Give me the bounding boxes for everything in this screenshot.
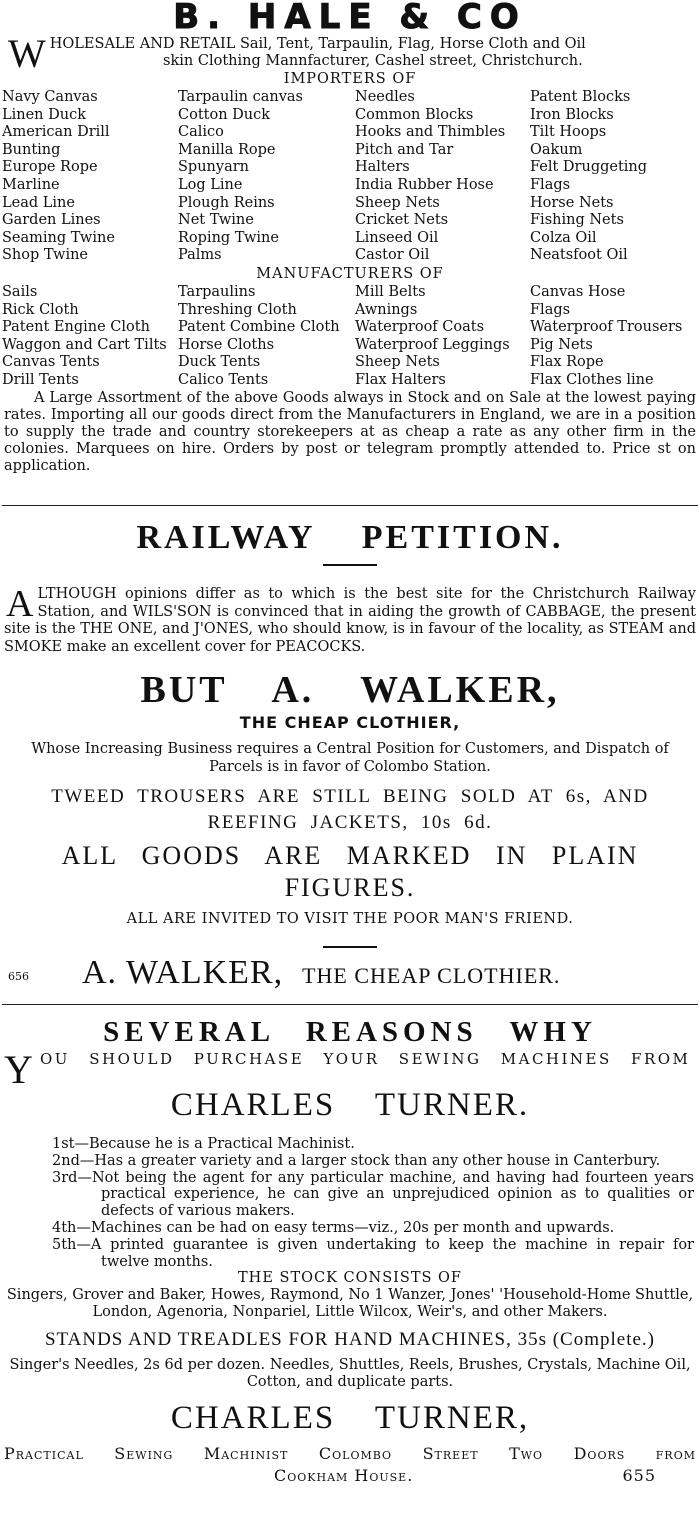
importer-item: Needles: [355, 89, 415, 105]
short-rule: [323, 946, 377, 948]
importer-item: Europe Rope: [2, 159, 98, 176]
importer-item: Castor Oil: [355, 247, 430, 264]
importer-item: Cricket Nets: [355, 212, 449, 229]
importer-item: Flags: [530, 176, 571, 193]
importer-item: Lead Line: [2, 194, 75, 211]
turner-advertisement: [0, 1016, 700, 1489]
section-divider: [2, 505, 698, 506]
importer-item: Tarpaulin canvas: [178, 89, 303, 105]
walker-signature-name: A. WALKER,: [82, 954, 284, 991]
manufacturer-item: Waterproof Trousers: [530, 319, 683, 336]
hale-dropcap: W: [8, 31, 46, 76]
importer-item: India Rubber Hose: [355, 176, 494, 193]
hale-intro-line2: skin Clothing Mannfacturer, Cashel street, Christchurch.: [163, 53, 583, 69]
manufacturer-item: Waterproof Leggings: [355, 336, 510, 353]
turner-you-line: [0, 1047, 700, 1092]
makers-list: Singers, Grover and Baker, Howes, Raymond, No 1 Wanzer, Jones' 'Household-Home Shuttle, London, Agenoria, Nonpariel, Little Wilcox, Weir's, and other Makers.: [6, 1287, 694, 1321]
stands-line: STANDS AND TREADLES FOR HAND MACHINES, 35s (Complete.): [44, 1329, 655, 1351]
walker-signature-text: [82, 954, 560, 992]
importer-item: Calico: [178, 124, 224, 141]
walker-whose: Whose Increasing Business requires a Central Position for Customers, and Dispatch of Parcels is in favor of Colombo Station.: [31, 741, 669, 775]
importer-item: Cotton Duck: [178, 106, 271, 123]
walker-advertisement: [0, 668, 700, 996]
manufacturer-item: Awnings: [355, 301, 418, 318]
manufacturer-item: Canvas Hose: [530, 283, 626, 300]
importer-item: Seaming Twine: [2, 229, 115, 246]
turner-dropcap: Y: [4, 1047, 33, 1092]
importer-item: Oakum: [530, 141, 583, 158]
footer-line2-row: [4, 1465, 696, 1489]
importer-item: Halters: [355, 159, 410, 176]
reason-item: 2nd—Has a greater variety and a larger stock than any other house in Canterbury.: [52, 1152, 661, 1169]
railway-title: RAILWAY PETITION.: [136, 519, 564, 556]
importer-item: Hooks and Thimbles: [355, 124, 506, 141]
manufacturers-list: [2, 284, 700, 390]
manufacturer-item: Pig Nets: [530, 336, 593, 353]
hale-closing-text: A Large Assortment of the above Goods always in Stock and on Sale at the lowest paying rates. Importing all our goods direct from the Manufacturers in England, we are in a position to supply the trade and country storekeepers at as cheap a rate as any other firm in the colonies. Marquees on hire. Orders by post or telegram promptly attended to. Price st on application.: [4, 389, 696, 474]
section-divider: [2, 1004, 698, 1005]
importer-item: Sheep Nets: [355, 194, 440, 211]
railway-dropcap: A: [6, 583, 34, 625]
manufacturer-item: Flax Rope: [530, 354, 604, 371]
turner-reasons: [52, 1136, 694, 1270]
manufacturer-item: Flax Halters: [355, 371, 446, 388]
turner-ad-number: 655: [622, 1466, 656, 1486]
walker-headline: BUT A. WALKER,: [140, 669, 560, 711]
railway-text: [4, 583, 696, 656]
hale-closing-paragraph: [4, 390, 696, 475]
importer-item: Patent Blocks: [530, 89, 631, 105]
importer-item: Common Blocks: [355, 106, 474, 123]
importer-item: Bunting: [2, 141, 61, 158]
manufacturer-item: Patent Combine Cloth: [178, 319, 340, 336]
hale-intro: [4, 31, 696, 76]
importer-item: Spunyarn: [178, 159, 249, 176]
turner-footer: [4, 1443, 696, 1489]
importer-item: Tilt Hoops: [530, 124, 607, 141]
needles-line: Singer's Needles, 2s 6d per dozen. Needles, Shuttles, Reels, Brushes, Crystals, Machine Oil, Cotton, and duplicate parts.: [9, 1357, 691, 1391]
reason-item: 3rd—Not being the agent for any particular machine, and having had fourteen years practical experience, he can give an unprejudiced opinion as to qualities or defects of various makers.: [52, 1169, 694, 1220]
walker-subhead: THE CHEAP CLOTHIER,: [239, 713, 461, 732]
manufacturer-item: Waterproof Coats: [355, 319, 485, 336]
importer-item: Manilla Rope: [178, 141, 276, 158]
importer-item: Linen Duck: [2, 106, 87, 123]
turner-headline: SEVERAL REASONS WHY: [103, 1016, 597, 1048]
importer-item: Roping Twine: [178, 229, 279, 246]
importer-item: Garden Lines: [2, 212, 101, 229]
manufacturer-item: Patent Engine Cloth: [2, 319, 150, 336]
turner-you-text: OU SHOULD PURCHASE YOUR SEWING MACHINES FROM: [40, 1050, 691, 1068]
importer-item: Colza Oil: [530, 229, 597, 246]
importer-item: Neatsfoot Oil: [530, 247, 628, 264]
importer-item: Shop Twine: [2, 247, 89, 264]
manufacturer-item: Waggon and Cart Tilts: [2, 336, 167, 353]
importer-item: Linseed Oil: [355, 229, 439, 246]
walker-signature-title: THE CHEAP CLOTHIER.: [302, 963, 561, 988]
importer-item: Navy Canvas: [2, 89, 98, 105]
manufacturer-item: Sheep Nets: [355, 354, 440, 371]
hale-header: B. HALE & CO: [173, 0, 527, 37]
reason-item: 1st—Because he is a Practical Machinist.: [52, 1136, 355, 1152]
importer-item: Fishing Nets: [530, 212, 624, 229]
walker-all-goods: ALL GOODS ARE MARKED IN PLAIN FIGURES.: [61, 841, 639, 902]
manufacturer-item: Mill Belts: [355, 283, 426, 300]
manufacturer-item: Sails: [2, 283, 38, 300]
importer-item: Palms: [178, 247, 222, 264]
stock-heading: THE STOCK CONSISTS OF: [238, 1270, 462, 1287]
railway-petition: [0, 518, 700, 656]
importer-item: Plough Reins: [178, 194, 275, 211]
footer-line2: Cookham House.: [274, 1466, 414, 1486]
importer-item: Net Twine: [178, 212, 254, 229]
hale-intro-line1: HOLESALE AND RETAIL Sail, Tent, Tarpaulin, Flag, Horse Cloth and Oil: [49, 36, 586, 52]
manufacturer-item: Duck Tents: [178, 354, 261, 371]
footer-line1: Practical Sewing Machinist Colombo Street Two Doors from: [4, 1444, 696, 1464]
manufacturer-item: Rick Cloth: [2, 301, 79, 318]
importer-item: Horse Nets: [530, 194, 614, 211]
turner-name: CHARLES TURNER.: [170, 1087, 530, 1123]
railway-body: LTHOUGH opinions differ as to which is the best site for the Christchurch Railway Station, and WILS'SON is convinced that in aiding the growth of CABBAGE, the present site is the THE ONE, and J'ONES, who should know, is in favour of the locality, as STEAM and SMOKE make an excellent cover for PEACOCKS.: [4, 586, 696, 655]
importers-list: [2, 89, 700, 265]
reason-item: 5th—A printed guarantee is given undertaking to keep the machine in repair for twelve months.: [52, 1236, 694, 1270]
manufacturer-item: Drill Tents: [2, 371, 79, 388]
importer-item: American Drill: [2, 124, 110, 141]
hale-advertisement: [0, 0, 700, 475]
manufacturer-item: Flags: [530, 301, 571, 318]
importer-item: Log Line: [178, 176, 243, 193]
walker-tweed: TWEED TROUSERS ARE STILL BEING SOLD AT 6s, AND REEFING JACKETS, 10s 6d.: [51, 786, 649, 833]
manufacturer-item: Horse Cloths: [178, 336, 275, 353]
walker-invite: ALL ARE INVITED TO VISIT THE POOR MAN'S FRIEND.: [126, 911, 574, 927]
reason-item: 4th—Machines can be had on easy terms—viz., 20s per month and upwards.: [52, 1219, 615, 1236]
importer-item: Pitch and Tar: [355, 141, 454, 158]
manufacturer-item: Threshing Cloth: [178, 301, 297, 318]
walker-ad-number: 656: [8, 970, 29, 983]
importer-item: Iron Blocks: [530, 106, 614, 123]
short-rule: [323, 564, 377, 566]
manufacturer-item: Canvas Tents: [2, 354, 100, 371]
importers-heading: IMPORTERS OF: [283, 71, 417, 87]
walker-signature: [0, 952, 700, 996]
turner-footer-name: CHARLES TURNER,: [170, 1400, 530, 1437]
importer-item: Felt Druggeting: [530, 159, 648, 176]
manufacturer-item: Flax Clothes line: [530, 371, 654, 388]
manufacturer-item: Tarpaulins: [178, 283, 256, 300]
manufacturer-item: Calico Tents: [178, 371, 269, 388]
manufacturers-heading: MANUFACTURERS OF: [256, 265, 444, 282]
importer-item: Marline: [2, 176, 60, 193]
